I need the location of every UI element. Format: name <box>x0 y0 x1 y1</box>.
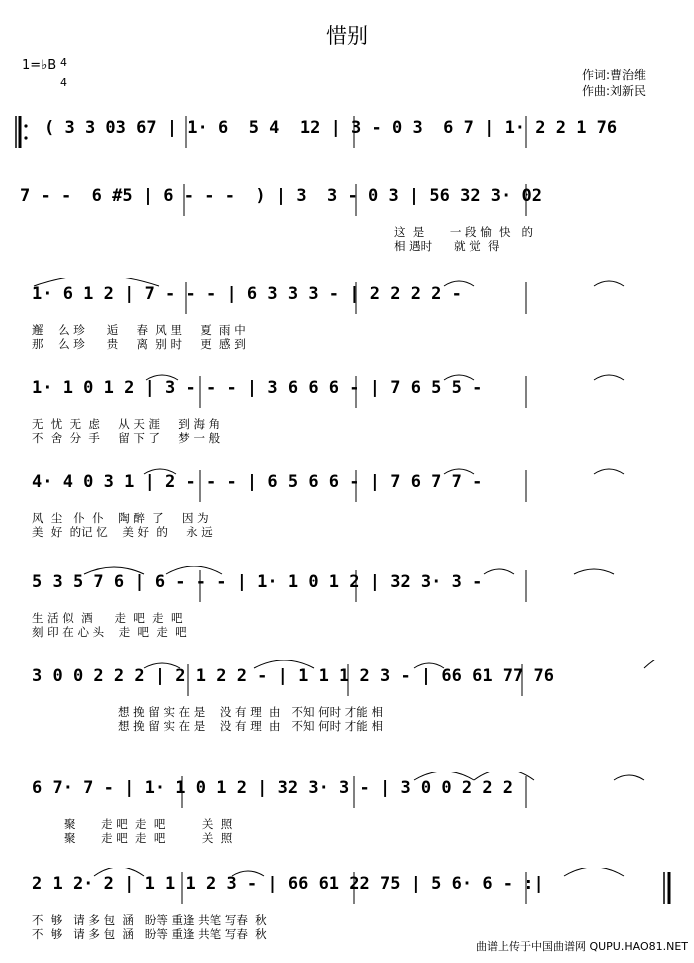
watermark: 曲谱上传于中国曲谱网 QUPU.HAO81.NET <box>475 940 688 953</box>
score-row-8 <box>14 772 672 852</box>
lyrics-row-2-verse-2: 相 遇时 就 觉 得 <box>394 239 500 253</box>
notes-row-5: 4· 4 0 3 1 | 2 - - - | 6 5 6 6 - | 7 6 7 7 - <box>32 472 483 492</box>
lyrics-row-8-verse-2: 聚 走 吧 走 吧 关 照 <box>64 831 233 845</box>
notes-row-2: 7 - - 6 #5 | 6 - - - ) | 3 3 - 0 3 | 56 32 3· 02 <box>20 186 542 206</box>
score-row-4 <box>14 372 672 452</box>
score-row-1 <box>14 112 672 152</box>
notes-row-4: 1· 1 0 1 2 | 3 - - - | 3 6 6 6 - | 7 6 5 5 - <box>32 378 483 398</box>
lyrics-row-7-verse-2: 想 挽 留 实 在 是 没 有 理 由 不知 何时 才能 相 <box>118 719 383 733</box>
page-title: 惜别 <box>326 24 368 48</box>
lyrics-row-4-verse-2: 不 舍 分 手 留 下 了 梦 一 般 <box>32 431 221 445</box>
lyrics-row-5-verse-1: 风 尘 仆 仆 陶 醉 了 因 为 <box>32 511 209 525</box>
lyrics-row-5-verse-2: 美 好 的记 忆 美 好 的 永 远 <box>32 525 213 539</box>
score-row-5 <box>14 466 672 546</box>
notes-row-8: 6 7· 7 - | 1· 1 0 1 2 | 32 3· 3 - | 3 0 0 2 2 2 <box>32 778 514 798</box>
notes-row-1: ( 3 3 03 67 | 1· 6 5 4 12 | 3 - 0 3 6 7 | 1· 2 2 1 76 <box>44 118 618 138</box>
lyricist-credit: 作词:曹治维 <box>581 68 646 82</box>
time-signature-bottom: 4 <box>60 76 67 89</box>
score-row-2 <box>14 180 672 260</box>
score-row-7 <box>14 660 672 740</box>
lyrics-row-7-verse-1: 想 挽 留 实 在 是 没 有 理 由 不知 何时 才能 相 <box>118 705 383 719</box>
lyrics-row-9-verse-1: 不 够 请 多 包 涵 盼等 重逢 共笔 写春 秋 <box>32 913 267 927</box>
composer-credit: 作曲:刘新民 <box>581 84 646 98</box>
notes-row-3: 1· 6 1 2 | 7 - - - | 6 3 3 3 - | 2 2 2 2 - <box>32 284 462 304</box>
notes-row-9: 2 1 2· 2 | 1 1 1 2 3 - | 66 61 22 75 | 5 6· 6 - :| <box>32 874 544 894</box>
lyrics-row-4-verse-1: 无 忧 无 虑 从 天 涯 到 海 角 <box>32 417 221 431</box>
lyrics-row-6-verse-1: 生 活 似 酒 走 吧 走 吧 <box>32 611 183 625</box>
notes-row-6: 5 3 5 7 6 | 6 - - - | 1· 1 0 1 2 | 32 3· 3 - <box>32 572 483 592</box>
lyrics-row-9-verse-2: 不 够 请 多 包 涵 盼等 重逢 共笔 写春 秋 <box>32 927 267 941</box>
lyrics-row-3-verse-1: 邂 么 珍 逅 春 风 里 夏 雨 中 <box>32 323 246 337</box>
notes-row-7: 3 0 0 2 2 2 | 2 1 2 2 - | 1 1 1 2 3 - | 66 61 77 76 <box>32 666 554 686</box>
score-row-3 <box>14 278 672 358</box>
lyrics-row-3-verse-2: 那 么 珍 贵 离 别 时 更 感 到 <box>32 337 246 351</box>
lyrics-row-8-verse-1: 聚 走 吧 走 吧 关 照 <box>64 817 233 831</box>
lyrics-row-6-verse-2: 刻 印 在 心 头 走 吧 走 吧 <box>32 625 187 639</box>
score-row-9 <box>14 868 672 948</box>
time-signature-top: 4 <box>60 56 67 69</box>
score-row-6 <box>14 566 672 646</box>
lyrics-row-2-verse-1: 这 是 一 段 愉 快 的 <box>394 225 533 239</box>
key-signature: 1=♭B <box>22 58 57 73</box>
